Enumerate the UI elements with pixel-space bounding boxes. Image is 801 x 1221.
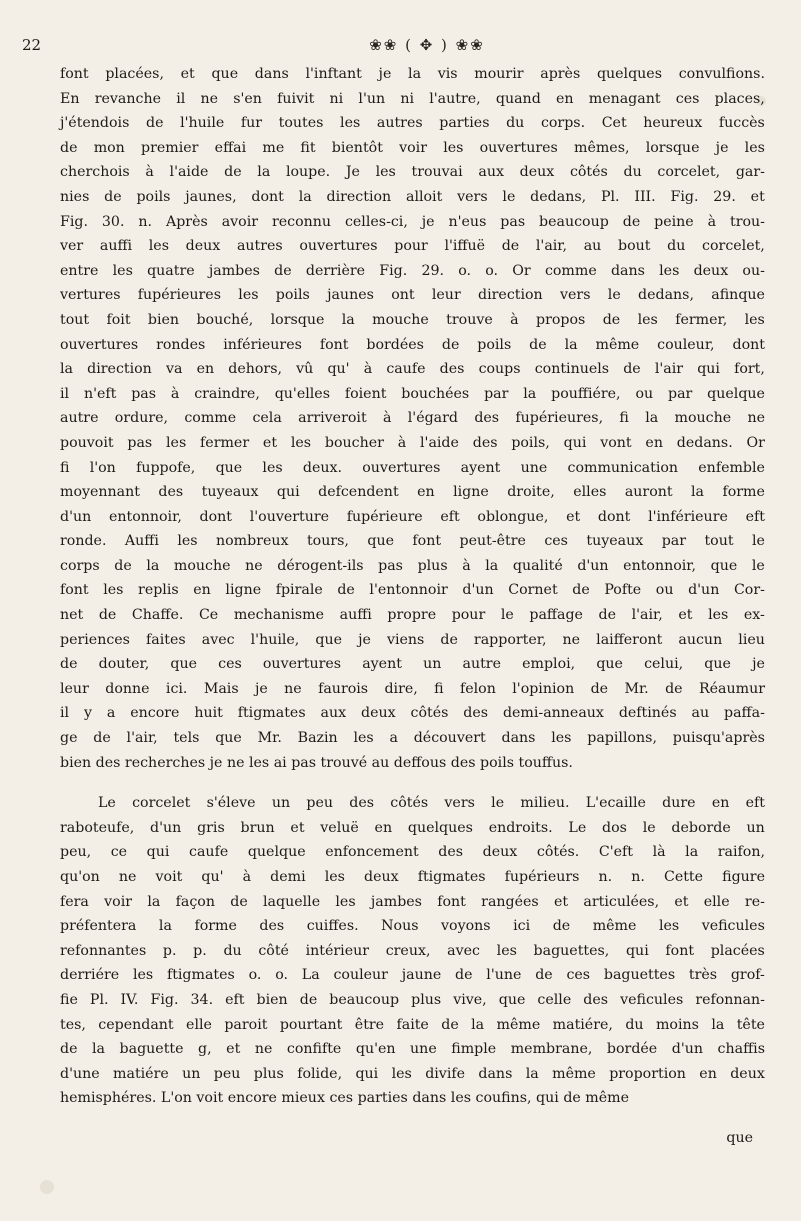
text-line: fie Pl. IV. Fig. 34. eft bien de beaucoup plus vive, que celle des veficules refonnan-: [60, 991, 765, 1008]
text-line: j'étendois de l'huile fur toutes les autres parties du corps. Cet heureux fuccès: [60, 115, 765, 132]
text-line: net de Chaffe. Ce mechanisme auffi propre pour le paffage de l'air, et les ex-: [60, 607, 765, 624]
text-line: de mon premier effai me fit bientôt voir les ouvertures mêmes, lorsque je les: [60, 139, 765, 156]
text-line: Fig. 30. n. Après avoir reconnu celles-ci, je n'eus pas beaucoup de peine à trou-: [60, 213, 765, 230]
text-line: préfentera la forme des cuiffes. Nous voyons ici de même les veficules: [60, 918, 765, 935]
text-line: fi l'on fuppofe, que les deux. ouvertures ayent une communication enfemble: [60, 459, 765, 476]
text-line: corps de la mouche ne dérogent-ils pas plus à la qualité d'un entonnoir, que le: [60, 557, 765, 574]
text-line: nies de poils jaunes, dont la direction alloit vers le dedans, Pl. III. Fig. 29. et: [60, 188, 765, 205]
text-line: ronde. Auffi les nombreux tours, que font peut-être ces tuyeaux par tout le: [60, 533, 765, 550]
text-line: qu'on ne voit qu' à demi les deux ftigmates fupérieurs n. n. Cette figure: [60, 869, 765, 885]
text-line: Le corcelet s'éleve un peu des côtés vers le milieu. L'ecaille dure en eft: [98, 795, 765, 812]
body-text: [60, 62, 765, 1111]
paragraph-2: [60, 791, 765, 1111]
text-line: ouvertures rondes inférieures font bordées de poils de la même couleur, dont: [60, 336, 765, 353]
text-line: En revanche il ne s'en fuivit ni l'un ni l'autre, quand en menagant ces places,: [60, 90, 765, 107]
text-line: peu, ce qui caufe quelque enfoncement des deux côtés. C'eft là la raifon,: [60, 844, 765, 861]
text-line: bien des recherches je ne les ai pas trouvé au deffous des poils touffus.: [60, 754, 573, 771]
text-line: leur donne ici. Mais je ne faurois dire, fi felon l'opinion de Mr. de Réaumur: [60, 680, 765, 697]
text-line: cherchois à l'aide de la loupe. Je les trouvai aux deux côtés du corcelet, gar-: [60, 164, 765, 181]
text-line: tout foit bien bouché, lorsque la mouche trouve à propos de les fermer, les: [60, 311, 765, 328]
catchword: que: [726, 1130, 753, 1146]
text-line: d'un entonnoir, dont l'ouverture fupérieure eft oblongue, et dont l'inférieure eft: [60, 508, 765, 525]
text-line: ver auffi les deux autres ouvertures pour l'iffuë de l'air, au bout du corcelet,: [60, 238, 765, 255]
text-line: derriére les ftigmates o. o. La couleur jaune de l'une de ces baguettes très grof-: [60, 967, 765, 984]
text-line: pouvoit pas les fermer et les boucher à l'aide des poils, qui vont en dedans. Or: [60, 434, 765, 451]
text-line: fera voir la façon de laquelle les jambes font rangées et articulées, et elle re-: [60, 893, 765, 910]
text-line: raboteufe, d'un gris brun et veluë en quelques endroits. Le dos le deborde un: [60, 819, 765, 836]
page-header: [22, 36, 782, 60]
text-line: font placées, et que dans l'inftant je la vis mourir après quelques convulfions.: [60, 66, 765, 82]
text-line: autre ordure, comme cela arriveroit à l'égard des fupérieures, fi la mouche ne: [60, 410, 765, 427]
header-ornament: ❀❀ ( ✥ ) ❀❀: [369, 36, 485, 54]
text-line: il n'eft pas à craindre, qu'elles foient bouchées par la pouffiére, ou par quelque: [60, 385, 765, 402]
text-line: refonnantes p. p. du côté intérieur creux, avec les baguettes, qui font placées: [60, 942, 765, 959]
text-line: periences faites avec l'huile, que je viens de rapporter, ne laifferont aucun lieu: [60, 631, 765, 648]
text-line: la direction va en dehors, vû qu' à caufe des coups continuels de l'air qui fort,: [60, 361, 765, 378]
ink-spot: [40, 1180, 54, 1194]
text-line: entre les quatre jambes de derrière Fig. 29. o. o. Or comme dans les deux ou-: [60, 262, 765, 279]
page-number: 22: [22, 36, 42, 54]
text-line: hemisphéres. L'on voit encore mieux ces parties dans les coufins, qui de même: [60, 1090, 630, 1107]
text-line: il y a encore huit ftigmates aux deux côtés des demi-anneaux deftinés au paffa-: [60, 705, 765, 722]
text-line: de douter, que ces ouvertures ayent un autre emploi, que celui, que je: [60, 656, 765, 673]
text-line: d'une matiére un peu plus folide, qui les divife dans la même proportion en deux: [60, 1065, 765, 1082]
text-line: tes, cependant elle paroit pourtant être faite de la même matiére, du moins la tête: [60, 1016, 765, 1033]
text-line: ge de l'air, tels que Mr. Bazin les a découvert dans les papillons, puisqu'après: [60, 730, 765, 747]
paragraph-1: [60, 62, 765, 775]
text-line: de la baguette g, et ne confifte qu'en une fimple membrane, bordée d'un chaffis: [60, 1041, 765, 1058]
text-line: vertures fupérieures les poils jaunes ont leur direction vers le dedans, afinque: [60, 287, 765, 304]
text-line: moyennant des tuyeaux qui defcendent en ligne droite, elles auront la forme: [60, 484, 765, 501]
text-line: font les replis en ligne fpirale de l'entonnoir d'un Cornet de Pofte ou d'un Cor-: [60, 582, 765, 599]
